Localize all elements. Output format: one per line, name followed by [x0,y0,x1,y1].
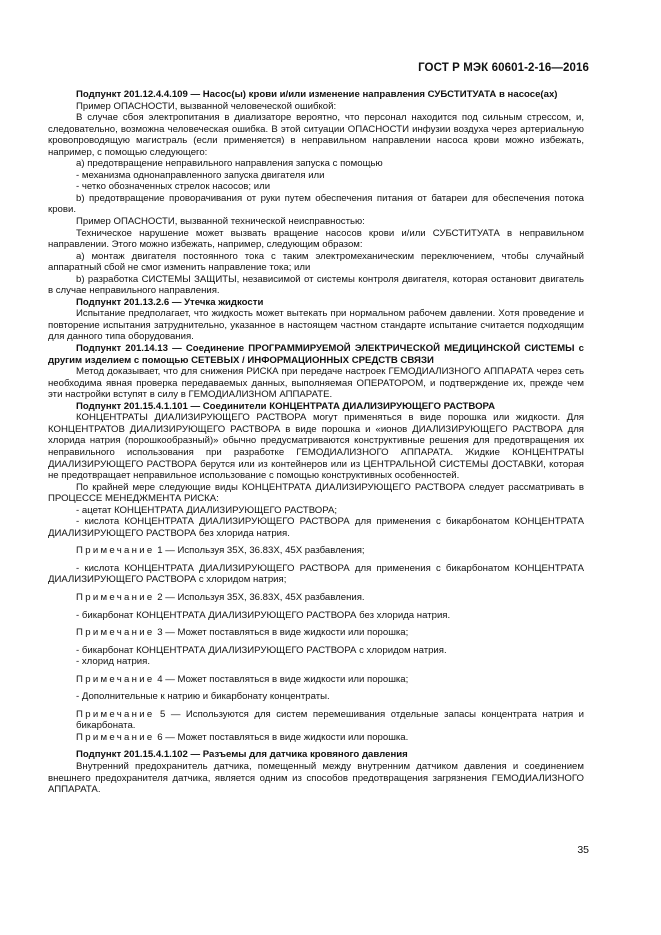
list-item: - кислота КОНЦЕНТРАТА ДИАЛИЗИРУЮЩЕГО РАСТВОРА для применения с бикарбонатом КОНЦЕНТРАТА ДИАЛИЗИРУЮЩЕГО РАСТВОРА с хлоридом натрия; [48,562,584,586]
subclause-heading: Подпункт 201.13.2.6 — Утечка жидкости [76,296,264,308]
document-header: ГОСТ Р МЭК 60601-2-16—2016 [418,62,589,74]
note [48,709,584,732]
note-label: Примечание [76,591,155,603]
note [48,674,584,686]
note-text: — Может поставляться в виде жидкости или порошка; [165,627,409,639]
paragraph: Пример ОПАСНОСТИ, вызванной технической неисправностью: [76,216,365,228]
note-label: Примечание [76,673,155,685]
paragraph: В случае сбоя электропитания в диализаторе вероятно, что персонал находится под сильным стрессом, и, следовательно, возможна человеческая ошибка. В этой ситуации ОПАСНОСТИ инфузии воздуха через артериальную кровопроводящую магистраль (если применяется) в неправильном направлении насоса крови можно избежать, например, с помощью следующего: [48,112,584,158]
note-text: — Может поставляться в виде жидкости или порошка. [165,731,409,743]
paragraph: Техническое нарушение может вызвать вращение насосов крови и/или СУБСТИТУАТА в неправильном направлении. Этого можно избежать, например, следующим образом: [48,227,584,251]
list-item: a) предотвращение неправильного направления запуска с помощью [76,158,383,170]
note-number: 3 [157,627,163,639]
paragraph: Метод доказывает, что для снижения РИСКА при передаче настроек ГЕМОДИАЛИЗНОГО АППАРАТА через сеть необходима явная проверка передаваемых данных, выполняемая ОПЕРАТОРОМ, и подтверждение их, прежде чем эти настройки вступят в силу в ГЕМОДИАЛИЗНОМ АППАРАТЕ. [48,366,584,401]
note-label: Примечание [76,708,155,720]
list-item: - хлорид натрия. [76,656,151,668]
note-label: Примечание [76,545,155,557]
list-item: b) предотвращение проворачивания от руки путем обеспечения питания от батареи для обеспечения потока крови. [48,192,584,216]
list-item: b) разработка СИСТЕМЫ ЗАЩИТЫ, независимой от системы контроля двигателя, которая остановит двигатель в случае неправильного направления. [48,273,584,297]
list-item: - кислота КОНЦЕНТРАТА ДИАЛИЗИРУЮЩЕГО РАСТВОРА для применения с бикарбонатом КОНЦЕНТРАТА ДИАЛИЗИРУЮЩЕГО РАСТВОРА без хлорида натрия. [48,516,584,539]
note-number: 6 [157,731,163,743]
note-label: Примечание [76,627,155,639]
paragraph: Испытание предполагает, что жидкость может вытекать при нормальном рабочем давлении. Хотя проведение и повторение испытания затруднительно, указанное в настоящем частном стандарте испытание считается подходящим для данного типа оборудования. [48,308,584,343]
subclause-heading: Подпункт 201.14.13 — Соединение ПРОГРАММИРУЕМОЙ ЭЛЕКТРИЧЕСКОЙ МЕДИЦИНСКОЙ СИСТЕМЫ с другим изделием с помощью СЕТЕВЫХ / ИНФОРМАЦИОННЫХ СРЕДСТВ СВЯЗИ [48,343,584,366]
note [48,732,584,744]
subclause-heading: Подпункт 201.15.4.1.101 — Соединители КОНЦЕНТРАТА ДИАЛИЗИРУЮЩЕГО РАСТВОРА [76,400,496,412]
paragraph: Внутренний предохранитель датчика, помещенный между внутренним датчиком давления и соединением внешнего предохранителя датчика, является одним из способов предотвращения загрязнения ГЕМОДИАЛИЗНОГО АППАРАТА. [48,760,584,796]
note-text: — Может поставляться в виде жидкости или порошка; [165,673,409,685]
note-text: — Используются для систем перемешивания отдельные запасы концентрата натрия и бикарбоната. [76,708,584,732]
note-text: — Используя 35X, 36.83X, 45X разбавления; [165,545,365,557]
list-item: - бикарбонат КОНЦЕНТРАТА ДИАЛИЗИРУЮЩЕГО РАСТВОРА без хлорида натрия. [76,609,451,621]
list-item: - четко обозначенных стрелок насосов; или [76,181,271,193]
list-item: - Дополнительные к натрию и бикарбонату концентраты. [76,691,330,703]
list-item: - бикарбонат КОНЦЕНТРАТА ДИАЛИЗИРУЮЩЕГО РАСТВОРА с хлоридом натрия. [76,644,447,656]
paragraph: Пример ОПАСНОСТИ, вызванной человеческой ошибкой: [76,100,337,112]
paragraph: По крайней мере следующие виды КОНЦЕНТРАТА ДИАЛИЗИРУЮЩЕГО РАСТВОРА следует рассматривать в ПРОЦЕССЕ МЕНЕДЖМЕНТА РИСКА: [48,481,584,505]
list-item: - механизма однонаправленного запуска двигателя или [76,169,325,181]
note-number: 2 [157,591,163,603]
note-number: 1 [157,545,163,557]
note-number: 5 [160,708,166,720]
note-text: — Используя 35X, 36.83X, 45X разбавления. [165,591,365,603]
document-body [48,89,584,796]
note [48,592,584,604]
note-label: Примечание [76,731,155,743]
note-number: 4 [157,673,163,685]
note [48,627,584,639]
list-item: a) монтаж двигателя постоянного тока с таким электромеханическим переключением, чтобы случайный аппаратный сбой не смог изменить направление тока; или [48,250,584,274]
subclause-heading: Подпункт 201.15.4.1.102 — Разъемы для датчика кровяного давления [76,749,408,761]
paragraph: КОНЦЕНТРАТЫ ДИАЛИЗИРУЮЩЕГО РАСТВОРА могут применяться в виде порошка или жидкости. Для КОНЦЕНТРАТОВ ДИАЛИЗИРУЮЩЕГО РАСТВОРА в виде порошка и «ионов ДИАЛИЗИРУЮЩЕГО РАСТВОРА для хлорида натрия (порошкообразный)» обычно предусматриваются конструктивные решения для предотвращения их неправильного использования при разработке ГЕМОДИАЛИЗНОГО АППАРАТА. Жидкие КОНЦЕНТРАТЫ ДИАЛИЗИРУЮЩЕГО РАСТВОРА берутся или из контейнеров или из ЦЕНТРАЛЬНОЙ СИСТЕМЫ ДОСТАВКИ, которая не предотвращает неправильное использование с помощью конструктивных особенностей. [48,412,584,482]
list-item: - ацетат КОНЦЕНТРАТА ДИАЛИЗИРУЮЩЕГО РАСТВОРА; [76,504,338,516]
note [48,545,584,557]
subclause-heading: Подпункт 201.12.4.4.109 — Насос(ы) крови и/или изменение направления СУБСТИТУАТА в насосе(ах) [76,89,558,100]
page-number: 35 [577,844,589,856]
